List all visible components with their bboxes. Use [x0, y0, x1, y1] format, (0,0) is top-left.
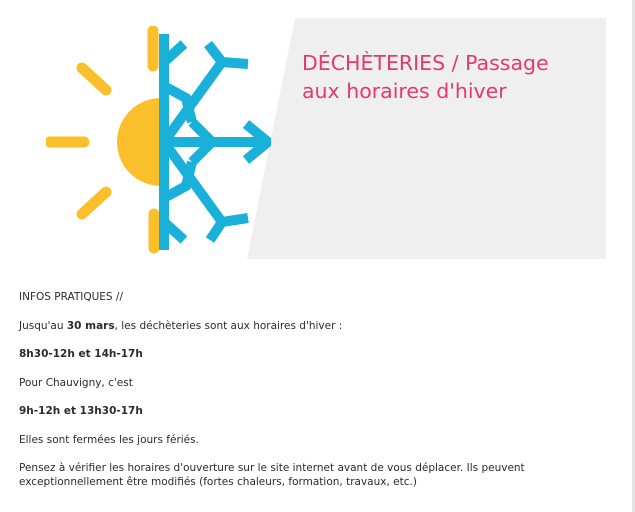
- chauvigny-hours-text: 9h-12h et 13h30-17h: [19, 405, 143, 417]
- end-date: 30 mars: [66, 319, 115, 332]
- article-title: DÉCHÈTERIES / Passage aux horaires d'hiver: [302, 51, 549, 103]
- article-hero: [18, 18, 606, 259]
- general-hours-text: 8h30-12h et 14h-17h: [19, 348, 143, 360]
- chauvigny-hours: [19, 404, 599, 418]
- intro-paragraph: [19, 319, 599, 333]
- intro-suffix: , les déchèteries sont aux horaires d'hiver :: [114, 319, 343, 332]
- general-hours: [19, 347, 599, 361]
- chauvigny-intro: Pour Chauvigny, c'est: [19, 376, 133, 389]
- holidays-note: Elles sont fermées les jours fériés.: [19, 433, 199, 446]
- hero-illustration: [46, 26, 271, 258]
- article-body: [19, 290, 599, 504]
- intro-prefix: Jusqu'au: [19, 319, 67, 332]
- reminder-paragraph: Pensez à vérifier les horaires d'ouverture sur le site internet avant de vous déplacer. Ils peuvent exceptionnellement être modifiés (fortes chaleurs, formation, travaux, etc.): [19, 462, 525, 488]
- section-heading: INFOS PRATIQUES //: [19, 291, 124, 303]
- snowflake-icon: [164, 34, 268, 250]
- sun-icon: [50, 31, 161, 248]
